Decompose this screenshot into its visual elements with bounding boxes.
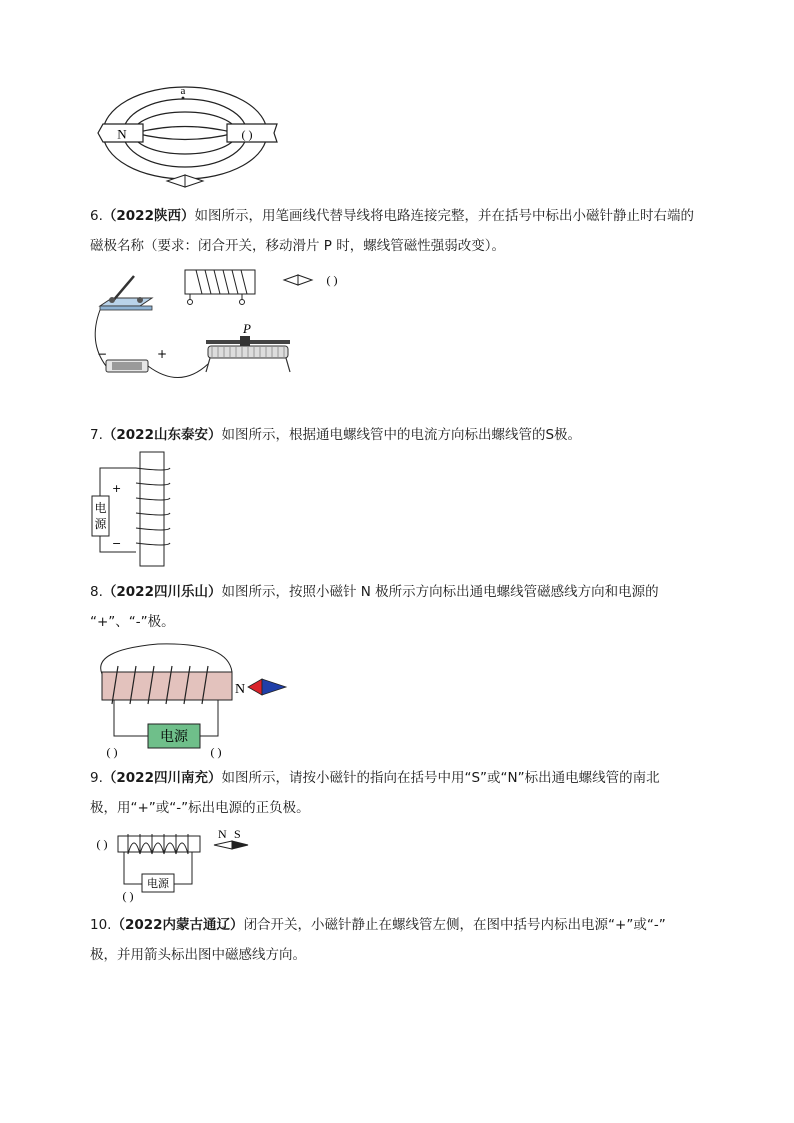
question-source: （2022内蒙古通辽） bbox=[111, 917, 244, 933]
question-source: （2022四川南充） bbox=[102, 770, 222, 786]
question-6 bbox=[90, 206, 694, 226]
question-10-line2 bbox=[90, 945, 306, 965]
question-text-line1: 如图所示，用笔画线代替导线将电路连接完整，并在括号中标出小磁针静止时右端的 bbox=[194, 208, 694, 224]
question-text-line2: “+”、“-”极。 bbox=[90, 614, 175, 630]
minus-sign: − bbox=[112, 537, 122, 550]
needle-n-half bbox=[248, 679, 262, 695]
power-char-1: 电 bbox=[94, 501, 107, 515]
needle-n-label: N bbox=[218, 827, 227, 841]
needle-n-label: N bbox=[235, 682, 246, 697]
question-text-line2: 极，用“+”或“-”标出电源的正负极。 bbox=[90, 800, 310, 816]
n-pole-label: N bbox=[117, 126, 127, 142]
bottom-bracket: ( ) bbox=[122, 889, 134, 903]
question-10 bbox=[90, 915, 666, 935]
question-text-line1: 如图所示，按照小磁针 N 极所示方向标出通电螺线管磁感线方向和电源的 bbox=[221, 584, 659, 600]
question-text-line2: 极，并用箭头标出图中磁感线方向。 bbox=[90, 947, 306, 963]
question-number: 8. bbox=[90, 584, 103, 600]
left-bracket: ( ) bbox=[96, 837, 108, 851]
question-9 bbox=[90, 768, 660, 788]
figure-q7-solenoid bbox=[90, 450, 180, 570]
needle-s-label: S bbox=[234, 827, 241, 841]
power-label: 电源 bbox=[160, 729, 188, 745]
question-6-line2 bbox=[90, 236, 505, 256]
question-text-line1: 如图所示，请按小磁针的指向在括号中用“S”或“N”标出通电螺线管的南北 bbox=[221, 770, 660, 786]
question-9-line2 bbox=[90, 798, 310, 818]
slider-p-label: P bbox=[243, 321, 251, 336]
question-text-line1: 闭合开关，小磁针静止在螺线管左侧，在图中括号内标出电源“+”或“-” bbox=[243, 917, 666, 933]
question-source: （2022陕西） bbox=[102, 208, 195, 224]
question-source: （2022山东泰安） bbox=[102, 427, 222, 443]
question-8-line2 bbox=[90, 612, 175, 632]
question-7 bbox=[90, 425, 581, 445]
question-8 bbox=[90, 582, 659, 602]
figure-q9-solenoid bbox=[88, 826, 258, 908]
battery-plus: + bbox=[156, 347, 168, 361]
question-number: 7. bbox=[90, 427, 103, 443]
question-number: 10. bbox=[90, 917, 112, 933]
figure-q8-solenoid bbox=[88, 638, 298, 760]
left-bracket: ( ) bbox=[106, 745, 118, 759]
question-text-line2: 磁极名称（要求：闭合开关，移动滑片 P 时，螺线管磁性强弱改变）。 bbox=[90, 238, 505, 254]
question-number: 6. bbox=[90, 208, 103, 224]
needle-bracket: ( ) bbox=[326, 273, 338, 287]
power-label: 电源 bbox=[147, 877, 169, 890]
power-char-2: 源 bbox=[94, 517, 107, 531]
needle-s-half bbox=[262, 679, 286, 695]
figure-q6-circuit bbox=[90, 262, 370, 392]
point-a-label: a bbox=[180, 85, 186, 97]
question-source: （2022四川乐山） bbox=[102, 584, 222, 600]
right-pole-bracket: ( ) bbox=[241, 127, 253, 142]
question-text-line1: 如图所示，根据通电螺线管中的电流方向标出螺线管的S极。 bbox=[221, 427, 582, 443]
question-number: 9. bbox=[90, 770, 103, 786]
battery-minus: − bbox=[96, 347, 108, 361]
plus-sign: + bbox=[112, 482, 122, 495]
right-bracket: ( ) bbox=[210, 745, 222, 759]
figure-magnet-field-lines bbox=[95, 80, 285, 192]
